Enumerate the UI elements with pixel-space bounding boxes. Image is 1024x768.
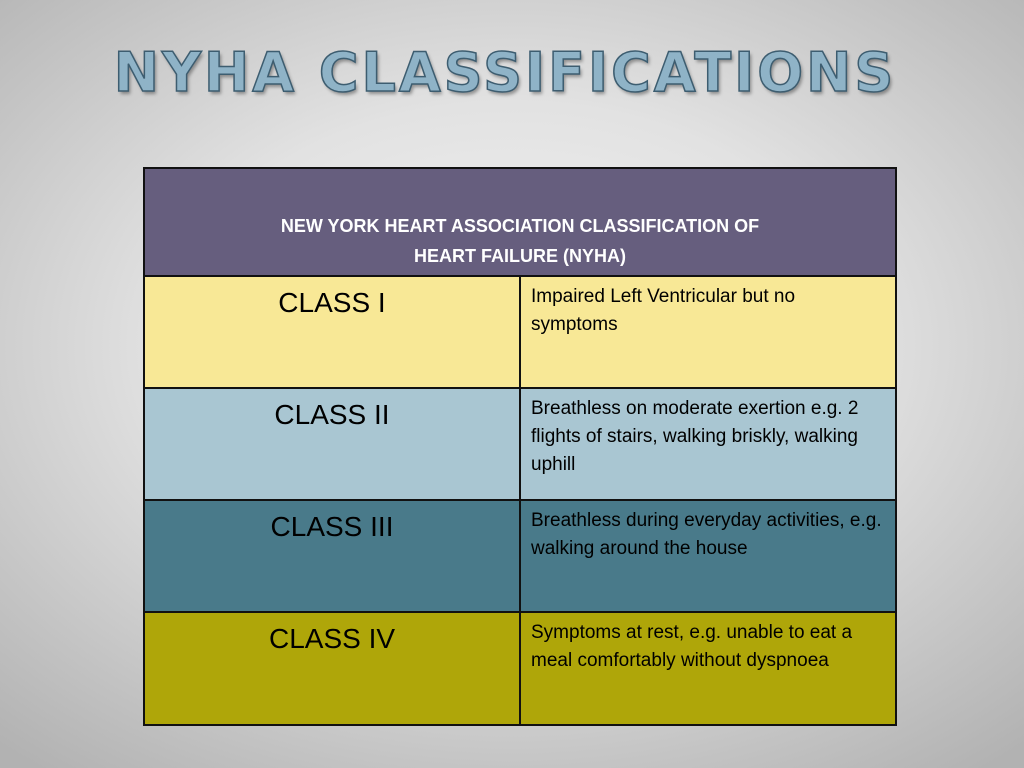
class-description: Impaired Left Ventricular but no symptoms [520, 276, 896, 388]
class-description: Symptoms at rest, e.g. unable to eat a meal comfortably without dyspnoea [520, 612, 896, 725]
class-label: CLASS IV [144, 612, 520, 725]
class-label: CLASS III [144, 500, 520, 612]
table-header [144, 168, 896, 276]
table-row [144, 388, 896, 500]
class-label: CLASS I [144, 276, 520, 388]
class-description: Breathless during everyday activities, e.g. walking around the house [520, 500, 896, 612]
table-row [144, 612, 896, 725]
slide-title: NYHA CLASSIFICATIONS [113, 41, 897, 104]
nyha-table [143, 167, 897, 726]
table-row [144, 500, 896, 612]
class-label: CLASS II [144, 388, 520, 500]
header-line-2: HEART FAILURE (NYHA) [414, 246, 626, 266]
header-line-1: NEW YORK HEART ASSOCIATION CLASSIFICATION OF [280, 216, 760, 236]
class-description: Breathless on moderate exertion e.g. 2 flights of stairs, walking briskly, walking uphill [520, 388, 896, 500]
table-row [144, 276, 896, 388]
table-header-row [144, 168, 896, 276]
